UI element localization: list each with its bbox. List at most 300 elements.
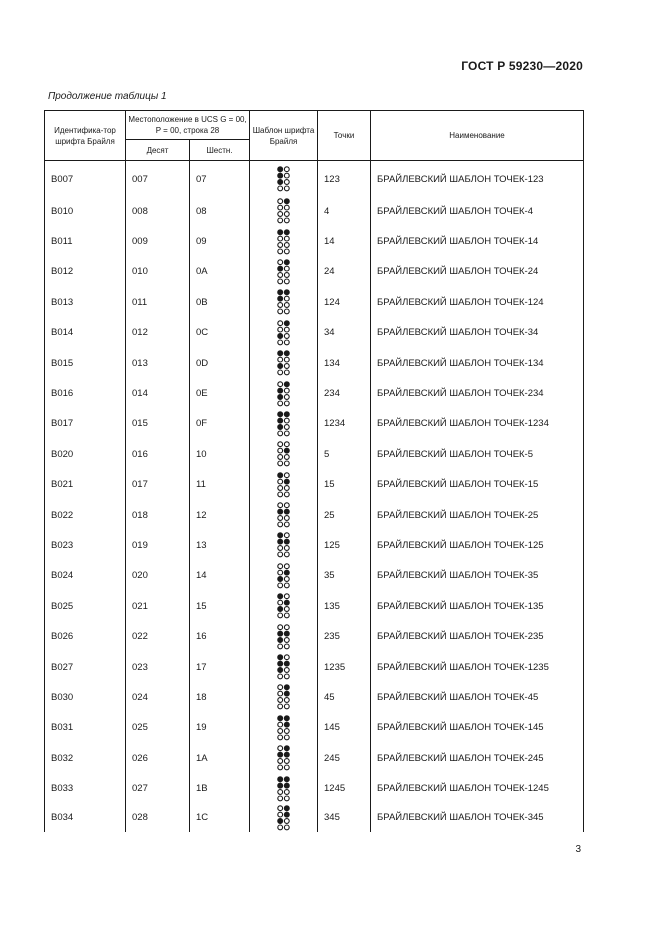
braille-dot-empty: [278, 583, 283, 588]
braille-dot-empty: [284, 236, 289, 241]
braille-dot-empty: [278, 552, 283, 557]
table-row: [45, 257, 584, 287]
braille-dot-raised: [284, 229, 289, 234]
cell-name: БРАЙЛЕВСКИЙ ШАБЛОН ТОЧЕК-34: [371, 318, 584, 348]
col-header-dots: Точки: [318, 111, 371, 161]
braille-dot-raised: [278, 167, 283, 172]
cell-hex: 13: [190, 530, 250, 560]
table-row: [45, 561, 584, 591]
cell-id: B012: [45, 257, 126, 287]
braille-dot-empty: [284, 249, 289, 254]
braille-dot-raised: [278, 715, 283, 720]
cell-dec: 009: [126, 226, 190, 256]
braille-dot-empty: [278, 242, 283, 247]
braille-pattern-glyph: [250, 561, 318, 591]
braille-dot-empty: [284, 644, 289, 649]
table-row: [45, 682, 584, 712]
braille-dot-empty: [284, 503, 289, 508]
braille-dot-empty: [278, 442, 283, 447]
cell-dec: 012: [126, 318, 190, 348]
braille-dot-empty: [278, 249, 283, 254]
braille-dot-raised: [278, 752, 283, 757]
braille-dot-empty: [278, 260, 283, 265]
braille-dot-empty: [278, 479, 283, 484]
braille-pattern-glyph: [250, 409, 318, 439]
braille-dot-empty: [284, 455, 289, 460]
braille-dot-raised: [278, 290, 283, 295]
braille-dot-empty: [278, 685, 283, 690]
braille-dot-empty: [284, 309, 289, 314]
cell-dots: 34: [318, 318, 371, 348]
braille-dot-empty: [278, 789, 283, 794]
table-row: [45, 226, 584, 256]
braille-dot-empty: [284, 327, 289, 332]
cell-dots: 1245: [318, 773, 371, 803]
cell-dots: 134: [318, 348, 371, 378]
braille-dot-raised: [278, 776, 283, 781]
braille-pattern-glyph: [250, 652, 318, 682]
braille-dot-raised: [284, 715, 289, 720]
cell-hex: 0A: [190, 257, 250, 287]
col-header-pattern: Шаблон шрифта Брайля: [250, 111, 318, 161]
braille-dot-empty: [284, 370, 289, 375]
table-row: [45, 713, 584, 743]
braille-dot-empty: [284, 357, 289, 362]
braille-dot-empty: [284, 698, 289, 703]
braille-pattern-glyph: [250, 500, 318, 530]
cell-name: БРАЙЛЕВСКИЙ ШАБЛОН ТОЧЕК-45: [371, 682, 584, 712]
braille-dot-empty: [278, 746, 283, 751]
braille-dot-empty: [284, 212, 289, 217]
cell-dots: 4: [318, 196, 371, 226]
cell-hex: 10: [190, 439, 250, 469]
cell-name: БРАЙЛЕВСКИЙ ШАБЛОН ТОЧЕК-35: [371, 561, 584, 591]
braille-dot-raised: [284, 631, 289, 636]
table-row: [45, 773, 584, 803]
table-row: [45, 500, 584, 530]
braille-dot-empty: [278, 564, 283, 569]
braille-dot-raised: [278, 424, 283, 429]
cell-dec: 013: [126, 348, 190, 378]
braille-pattern-glyph: [250, 470, 318, 500]
braille-dot-empty: [278, 644, 283, 649]
braille-dot-empty: [278, 492, 283, 497]
cell-name: БРАЙЛЕВСКИЙ ШАБЛОН ТОЧЕК-15: [371, 470, 584, 500]
cell-name: БРАЙЛЕВСКИЙ ШАБЛОН ТОЧЕК-245: [371, 743, 584, 773]
braille-dot-raised: [278, 539, 283, 544]
cell-dec: 015: [126, 409, 190, 439]
braille-dot-raised: [284, 381, 289, 386]
cell-hex: 18: [190, 682, 250, 712]
cell-dec: 021: [126, 591, 190, 621]
braille-dot-empty: [278, 321, 283, 326]
braille-dot-raised: [284, 812, 289, 817]
braille-dot-empty: [278, 455, 283, 460]
cell-id: B015: [45, 348, 126, 378]
braille-dot-empty: [284, 297, 289, 302]
cell-id: B034: [45, 804, 126, 832]
braille-dot-raised: [284, 722, 289, 727]
braille-pattern-glyph: [250, 591, 318, 621]
braille-dot-empty: [278, 186, 283, 191]
braille-dot-empty: [278, 765, 283, 770]
braille-dot-empty: [284, 789, 289, 794]
braille-dot-raised: [284, 351, 289, 356]
braille-dot-empty: [284, 564, 289, 569]
cell-name: БРАЙЛЕВСКИЙ ШАБЛОН ТОЧЕК-125: [371, 530, 584, 560]
cell-hex: 0E: [190, 378, 250, 408]
cell-dots: 245: [318, 743, 371, 773]
braille-dot-raised: [278, 667, 283, 672]
cell-hex: 11: [190, 470, 250, 500]
cell-hex: 1B: [190, 773, 250, 803]
braille-dot-empty: [284, 418, 289, 423]
cell-name: БРАЙЛЕВСКИЙ ШАБЛОН ТОЧЕК-1234: [371, 409, 584, 439]
braille-dot-empty: [278, 431, 283, 436]
braille-dot-raised: [278, 472, 283, 477]
braille-dot-empty: [284, 637, 289, 642]
braille-dot-empty: [278, 340, 283, 345]
cell-dots: 235: [318, 621, 371, 651]
col-header-hex: Шестн.: [190, 140, 250, 161]
cell-name: БРАЙЛЕВСКИЙ ШАБЛОН ТОЧЕК-123: [371, 161, 584, 197]
table-continuation-caption: Продолжение таблицы 1: [48, 91, 167, 102]
braille-pattern-glyph: [250, 621, 318, 651]
braille-dot-empty: [284, 576, 289, 581]
braille-dot-raised: [278, 363, 283, 368]
braille-patterns-table: [44, 110, 584, 832]
cell-dec: 007: [126, 161, 190, 197]
cell-hex: 1C: [190, 804, 250, 832]
braille-pattern-glyph: [250, 743, 318, 773]
braille-dot-raised: [278, 387, 283, 392]
cell-dots: 125: [318, 530, 371, 560]
braille-dot-empty: [278, 806, 283, 811]
cell-dec: 023: [126, 652, 190, 682]
braille-dot-empty: [284, 728, 289, 733]
cell-id: B017: [45, 409, 126, 439]
braille-dot-empty: [278, 624, 283, 629]
braille-dot-raised: [278, 266, 283, 271]
braille-dot-empty: [284, 431, 289, 436]
braille-dot-empty: [278, 449, 283, 454]
cell-dots: 1234: [318, 409, 371, 439]
braille-pattern-glyph: [250, 439, 318, 469]
braille-dot-raised: [278, 296, 283, 301]
cell-hex: 0D: [190, 348, 250, 378]
braille-dot-raised: [278, 394, 283, 399]
braille-dot-raised: [278, 655, 283, 660]
braille-pattern-glyph: [250, 773, 318, 803]
braille-dot-empty: [284, 818, 289, 823]
standard-code: ГОСТ Р 59230—2020: [461, 59, 583, 73]
braille-dot-empty: [284, 364, 289, 369]
cell-name: БРАЙЛЕВСКИЙ ШАБЛОН ТОЧЕК-1245: [371, 773, 584, 803]
braille-dot-empty: [284, 186, 289, 191]
braille-dot-raised: [278, 576, 283, 581]
cell-dec: 008: [126, 196, 190, 226]
braille-pattern-glyph: [250, 348, 318, 378]
table-row: [45, 439, 584, 469]
cell-id: B010: [45, 196, 126, 226]
cell-id: B014: [45, 318, 126, 348]
braille-dot-empty: [278, 613, 283, 618]
table-row: [45, 318, 584, 348]
cell-dec: 027: [126, 773, 190, 803]
braille-dot-raised: [284, 661, 289, 666]
table-row: [45, 161, 584, 197]
braille-dot-raised: [284, 479, 289, 484]
braille-dot-empty: [278, 728, 283, 733]
braille-dot-empty: [278, 205, 283, 210]
braille-dot-empty: [284, 668, 289, 673]
braille-pattern-glyph: [250, 196, 318, 226]
braille-dot-empty: [284, 492, 289, 497]
braille-dot-empty: [284, 442, 289, 447]
cell-dots: 35: [318, 561, 371, 591]
braille-dot-empty: [278, 692, 283, 697]
cell-name: БРАЙЛЕВСКИЙ ШАБЛОН ТОЧЕК-5: [371, 439, 584, 469]
braille-dot-empty: [278, 381, 283, 386]
cell-dots: 124: [318, 287, 371, 317]
cell-id: B031: [45, 713, 126, 743]
braille-dot-raised: [278, 631, 283, 636]
braille-dot-empty: [278, 327, 283, 332]
cell-id: B032: [45, 743, 126, 773]
cell-id: B024: [45, 561, 126, 591]
cell-hex: 07: [190, 161, 250, 197]
cell-dots: 345: [318, 804, 371, 832]
cell-dots: 5: [318, 439, 371, 469]
braille-dot-empty: [284, 516, 289, 521]
braille-dot-raised: [284, 539, 289, 544]
cell-hex: 19: [190, 713, 250, 743]
cell-hex: 17: [190, 652, 250, 682]
braille-dot-raised: [284, 776, 289, 781]
table-row: [45, 470, 584, 500]
braille-dot-empty: [284, 401, 289, 406]
braille-dot-empty: [278, 825, 283, 830]
table-row: [45, 409, 584, 439]
braille-dot-raised: [278, 637, 283, 642]
braille-pattern-glyph: [250, 287, 318, 317]
cell-hex: 0F: [190, 409, 250, 439]
braille-dot-raised: [284, 290, 289, 295]
braille-dot-raised: [278, 509, 283, 514]
braille-dot-empty: [278, 357, 283, 362]
cell-dots: 135: [318, 591, 371, 621]
braille-dot-empty: [278, 522, 283, 527]
braille-dot-empty: [278, 674, 283, 679]
braille-dot-empty: [284, 522, 289, 527]
braille-dot-empty: [284, 242, 289, 247]
cell-id: B011: [45, 226, 126, 256]
braille-dot-empty: [284, 674, 289, 679]
braille-pattern-glyph: [250, 257, 318, 287]
braille-dot-raised: [284, 509, 289, 514]
braille-dot-empty: [284, 266, 289, 271]
cell-name: БРАЙЛЕВСКИЙ ШАБЛОН ТОЧЕК-14: [371, 226, 584, 256]
table-row: [45, 743, 584, 773]
braille-dot-empty: [278, 199, 283, 204]
cell-dec: 017: [126, 470, 190, 500]
cell-dots: 14: [318, 226, 371, 256]
braille-dot-empty: [278, 796, 283, 801]
braille-dot-raised: [278, 179, 283, 184]
table-row: [45, 348, 584, 378]
cell-name: БРАЙЛЕВСКИЙ ШАБЛОН ТОЧЕК-235: [371, 621, 584, 651]
braille-dot-empty: [278, 401, 283, 406]
cell-hex: 09: [190, 226, 250, 256]
braille-dot-raised: [278, 818, 283, 823]
cell-dots: 15: [318, 470, 371, 500]
braille-dot-raised: [284, 752, 289, 757]
braille-dot-empty: [278, 759, 283, 764]
braille-dot-empty: [278, 370, 283, 375]
cell-dec: 024: [126, 682, 190, 712]
braille-dot-empty: [284, 613, 289, 618]
table-row: [45, 287, 584, 317]
braille-dot-raised: [284, 691, 289, 696]
table-row: [45, 652, 584, 682]
braille-dot-empty: [284, 796, 289, 801]
table-row: [45, 378, 584, 408]
cell-hex: 1A: [190, 743, 250, 773]
table-row: [45, 621, 584, 651]
cell-hex: 16: [190, 621, 250, 651]
cell-id: B027: [45, 652, 126, 682]
braille-dot-raised: [284, 600, 289, 605]
cell-id: B020: [45, 439, 126, 469]
cell-name: БРАЙЛЕВСКИЙ ШАБЛОН ТОЧЕК-134: [371, 348, 584, 378]
col-header-dec: Десят: [126, 140, 190, 161]
braille-dot-empty: [278, 461, 283, 466]
braille-dot-empty: [284, 655, 289, 660]
braille-pattern-glyph: [250, 378, 318, 408]
braille-dot-raised: [284, 259, 289, 264]
braille-dot-empty: [284, 173, 289, 178]
cell-dots: 145: [318, 713, 371, 743]
table-body: [45, 161, 584, 832]
braille-pattern-glyph: [250, 530, 318, 560]
braille-dot-empty: [284, 583, 289, 588]
braille-dot-empty: [284, 425, 289, 430]
cell-name: БРАЙЛЕВСКИЙ ШАБЛОН ТОЧЕК-135: [371, 591, 584, 621]
cell-id: B025: [45, 591, 126, 621]
braille-dot-empty: [278, 812, 283, 817]
braille-dot-raised: [278, 607, 283, 612]
cell-hex: 14: [190, 561, 250, 591]
cell-hex: 12: [190, 500, 250, 530]
braille-dot-empty: [284, 533, 289, 538]
braille-dot-empty: [278, 722, 283, 727]
braille-dot-raised: [284, 783, 289, 788]
braille-dot-empty: [278, 485, 283, 490]
cell-name: БРАЙЛЕВСКИЙ ШАБЛОН ТОЧЕК-4: [371, 196, 584, 226]
cell-dots: 45: [318, 682, 371, 712]
braille-dot-raised: [284, 570, 289, 575]
cell-dec: 022: [126, 621, 190, 651]
cell-id: B007: [45, 161, 126, 197]
braille-dot-empty: [284, 394, 289, 399]
cell-hex: 0C: [190, 318, 250, 348]
braille-dot-raised: [278, 411, 283, 416]
braille-dot-empty: [284, 825, 289, 830]
cell-hex: 08: [190, 196, 250, 226]
cell-dots: 1235: [318, 652, 371, 682]
braille-dot-empty: [284, 473, 289, 478]
braille-dot-raised: [278, 783, 283, 788]
braille-dot-empty: [284, 167, 289, 172]
braille-dot-empty: [278, 516, 283, 521]
braille-dot-empty: [284, 388, 289, 393]
braille-dot-empty: [284, 333, 289, 338]
braille-dot-raised: [284, 448, 289, 453]
cell-name: БРАЙЛЕВСКИЙ ШАБЛОН ТОЧЕК-234: [371, 378, 584, 408]
braille-dot-empty: [284, 303, 289, 308]
cell-dots: 234: [318, 378, 371, 408]
braille-dot-raised: [278, 418, 283, 423]
cell-id: B022: [45, 500, 126, 530]
cell-dec: 026: [126, 743, 190, 773]
braille-dot-empty: [284, 624, 289, 629]
table-row: [45, 196, 584, 226]
cell-dots: 24: [318, 257, 371, 287]
cell-id: B013: [45, 287, 126, 317]
braille-dot-empty: [278, 279, 283, 284]
braille-dot-empty: [284, 180, 289, 185]
braille-dot-empty: [284, 546, 289, 551]
cell-id: B016: [45, 378, 126, 408]
col-header-location: Местоположение в UCS G = 00, P = 00, строка 28: [126, 111, 250, 140]
braille-dot-empty: [278, 303, 283, 308]
braille-dot-empty: [284, 461, 289, 466]
cell-name: БРАЙЛЕВСКИЙ ШАБЛОН ТОЧЕК-1235: [371, 652, 584, 682]
braille-dot-empty: [284, 273, 289, 278]
braille-dot-empty: [278, 546, 283, 551]
braille-dot-raised: [284, 199, 289, 204]
cell-hex: 0B: [190, 287, 250, 317]
cell-dec: 019: [126, 530, 190, 560]
cell-id: B021: [45, 470, 126, 500]
braille-dot-empty: [278, 704, 283, 709]
cell-hex: 15: [190, 591, 250, 621]
braille-dot-empty: [278, 218, 283, 223]
braille-dot-raised: [284, 746, 289, 751]
cell-dec: 018: [126, 500, 190, 530]
table-row: [45, 804, 584, 832]
braille-dot-empty: [278, 273, 283, 278]
braille-dot-raised: [278, 229, 283, 234]
braille-dot-empty: [284, 607, 289, 612]
braille-pattern-glyph: [250, 804, 318, 832]
cell-dec: 025: [126, 713, 190, 743]
cell-dec: 028: [126, 804, 190, 832]
braille-dot-empty: [284, 205, 289, 210]
cell-dec: 010: [126, 257, 190, 287]
table-row: [45, 530, 584, 560]
cell-dec: 014: [126, 378, 190, 408]
braille-dot-raised: [284, 320, 289, 325]
braille-pattern-glyph: [250, 318, 318, 348]
braille-dot-empty: [284, 279, 289, 284]
braille-dot-empty: [284, 594, 289, 599]
page-number: 3: [575, 844, 581, 855]
braille-dot-empty: [278, 600, 283, 605]
braille-pattern-glyph: [250, 682, 318, 712]
cell-dec: 016: [126, 439, 190, 469]
cell-name: БРАЙЛЕВСКИЙ ШАБЛОН ТОЧЕК-145: [371, 713, 584, 743]
